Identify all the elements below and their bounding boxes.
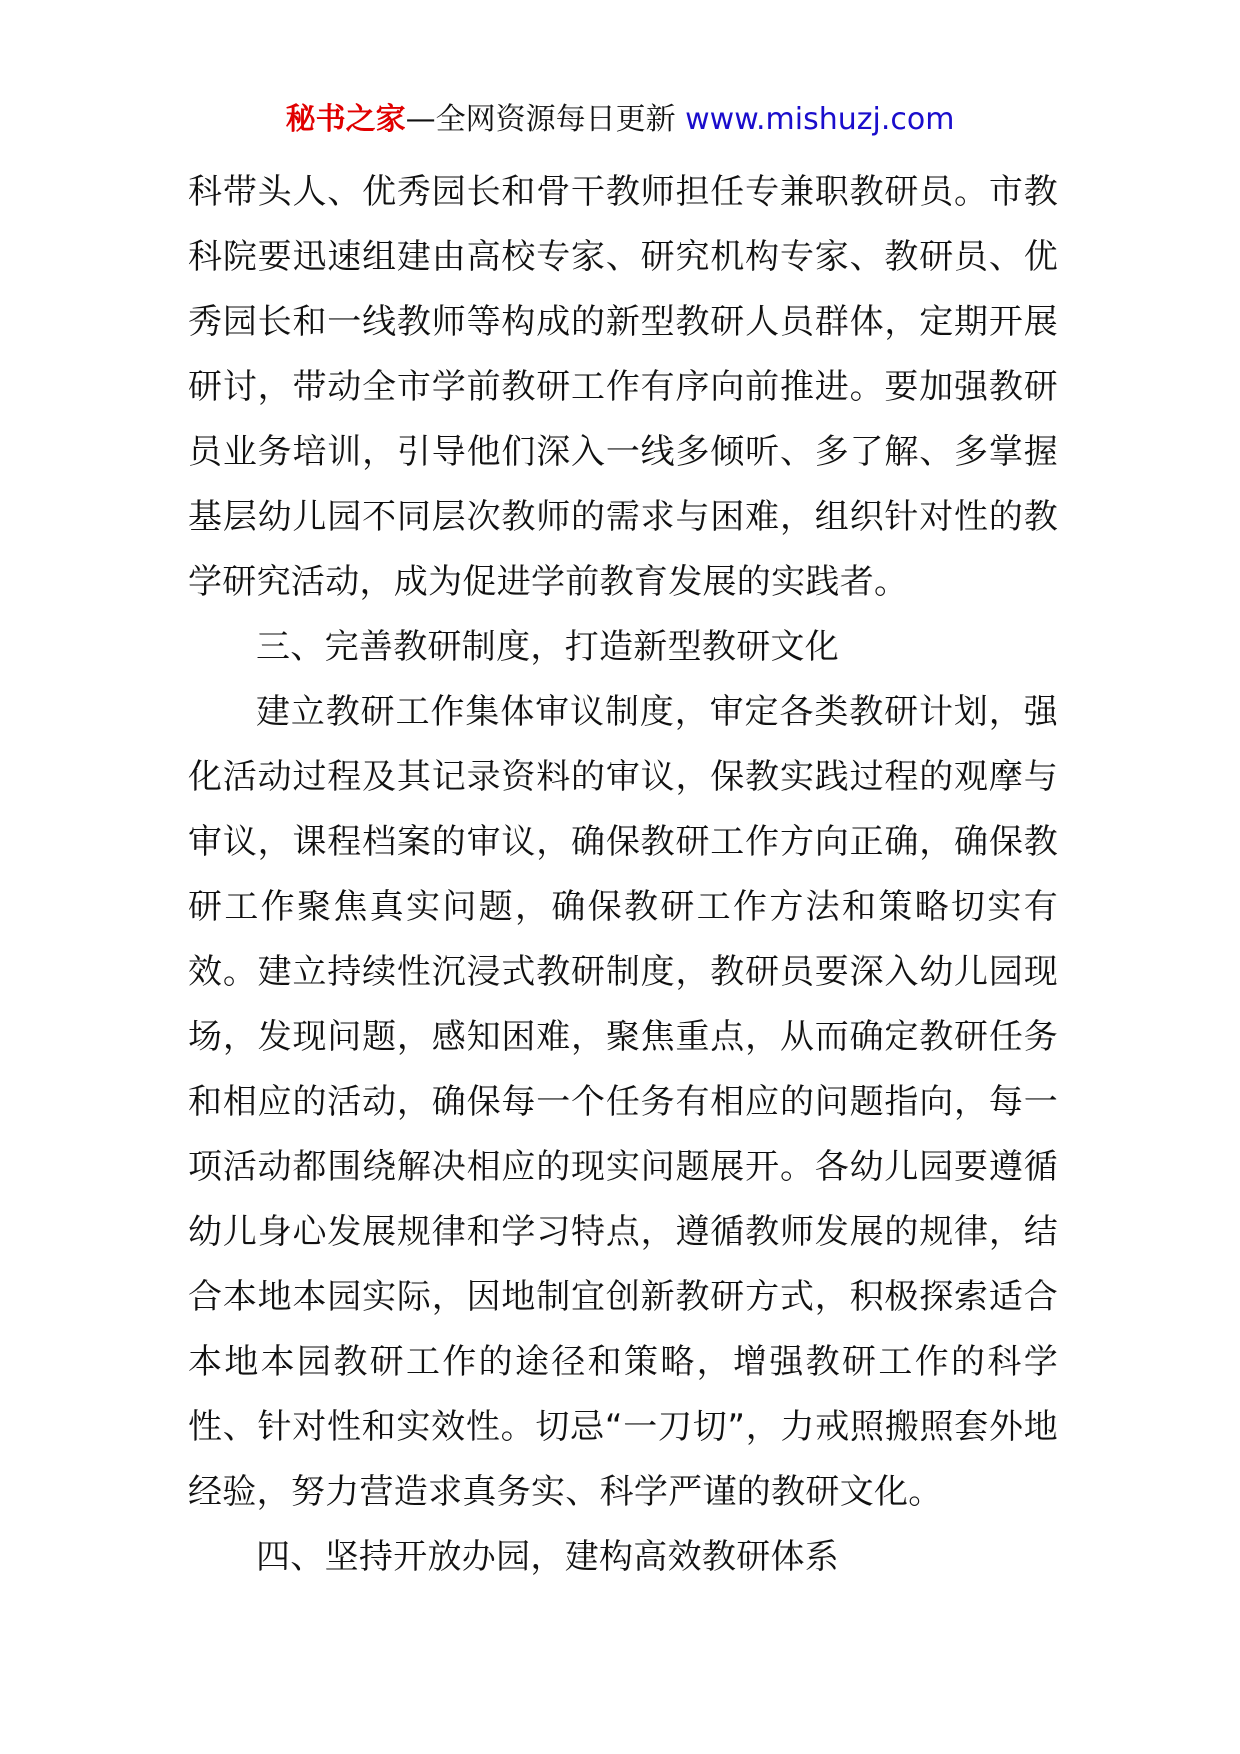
site-tagline: —全网资源每日更新: [405, 102, 686, 137]
site-brand: 秘书之家: [285, 102, 406, 137]
paragraph-continued: 科带头人、优秀园长和骨干教师担任专兼职教研员。市教科院要迅速组建由高校专家、研究机构专家、教研员、优秀园长和一线教师等构成的新型教研人员群体，定期开展研讨，带动全市学前教研工作有序向前推进。要加强教研员业务培训，引导他们深入一线多倾听、多了解、多掌握基层幼儿园不同层次教师的需求与困难，组织针对性的教学研究活动，成为促进学前教育发展的实践者。: [188, 172, 1058, 602]
site-header: [0, 100, 1240, 140]
site-url-link[interactable]: www.mishuzj.com: [685, 102, 955, 137]
section-heading-3: 三、完善教研制度，打造新型教研文化: [256, 627, 840, 667]
section-heading-4: 四、坚持开放办园，建构高效教研体系: [256, 1537, 840, 1577]
paragraph: 建立教研工作集体审议制度，审定各类教研计划，强化活动过程及其记录资料的审议，保教实践过程的观摩与审议，课程档案的审议，确保教研工作方向正确，确保教研工作聚焦真实问题，确保教研工作方法和策略切实有效。建立持续性沉浸式教研制度，教研员要深入幼儿园现场，发现问题，感知困难，聚焦重点，从而确定教研任务和相应的活动，确保每一个任务有相应的问题指向，每一项活动都围绕解决相应的现实问题展开。各幼儿园要遵循幼儿身心发展规律和学习特点，遵循教师发展的规律，结合本地本园实际，因地制宜创新教研方式，积极探索适合本地本园教研工作的途径和策略，增强教研工作的科学性、针对性和实效性。切忌“一刀切”，力戒照搬照套外地经验，努力营造求真务实、科学严谨的教研文化。: [188, 692, 1058, 1512]
document-body: [188, 160, 1058, 1590]
